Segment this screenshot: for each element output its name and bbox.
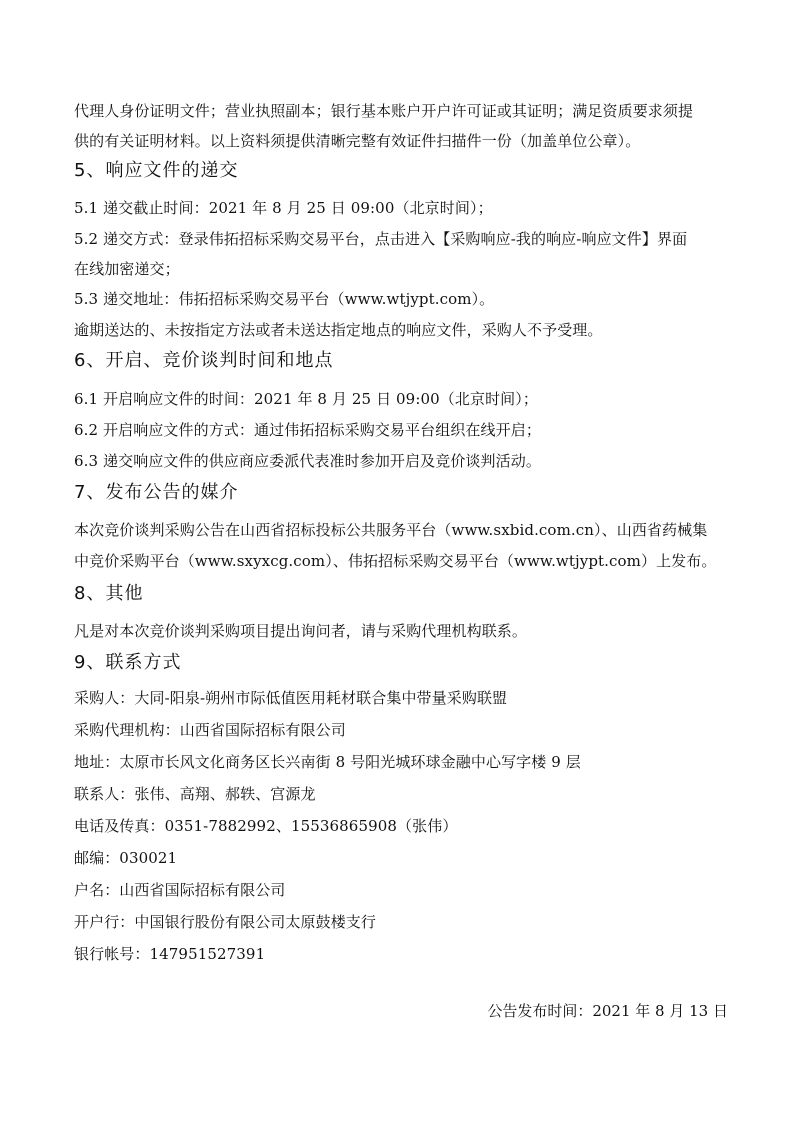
contact-persons: 联系人：张伟、高翔、郝轶、宫源龙	[74, 785, 316, 803]
section-5-item-2-line-1: 5.2 递交方式：登录伟拓招标采购交易平台，点击进入【采购响应-我的响应-响应文件】界面	[74, 230, 688, 248]
section-7-heading: 7、发布公告的媒介	[74, 482, 239, 503]
section-7-line-2: 中竞价采购平台（www.sxyxcg.com）、伟拓招标采购交易平台（www.wtjypt.com）上发布。	[74, 552, 717, 570]
contact-address: 地址：太原市长风文化商务区长兴南街 8 号阳光城环球金融中心写字楼 9 层	[74, 753, 581, 771]
contact-account-name: 户名：山西省国际招标有限公司	[74, 881, 286, 899]
section-8-heading: 8、其他	[74, 583, 144, 604]
section-5-note: 逾期送达的、未按指定方法或者未送达指定地点的响应文件，采购人不予受理。	[74, 321, 603, 339]
section-6-item-3: 6.3 递交响应文件的供应商应委派代表准时参加开启及竞价谈判活动。	[74, 452, 541, 470]
section-5-item-1: 5.1 递交截止时间：2021 年 8 月 25 日 09:00（北京时间）；	[74, 199, 493, 217]
section-8-line-1: 凡是对本次竞价谈判采购项目提出询问者，请与采购代理机构联系。	[74, 622, 528, 640]
contact-purchaser: 采购人：大同-阳泉-朔州市际低值医用耗材联合集中带量采购联盟	[74, 689, 508, 707]
contact-phone: 电话及传真：0351-7882992、15536865908（张伟）	[74, 817, 458, 835]
section-5-item-2-line-2: 在线加密递交；	[74, 260, 180, 278]
section-6-heading: 6、开启、竞价谈判时间和地点	[74, 350, 334, 371]
contact-agency: 采购代理机构：山西省国际招标有限公司	[74, 721, 346, 739]
intro-line-2: 供的有关证明材料。以上资料须提供清晰完整有效证件扫描件一份（加盖单位公章）。	[74, 132, 641, 150]
intro-line-1: 代理人身份证明文件；营业执照副本；银行基本账户开户许可证或其证明；满足资质要求须提	[74, 102, 694, 120]
contact-account-number: 银行帐号：147951527391	[74, 945, 266, 963]
section-6-item-2: 6.2 开启响应文件的方式：通过伟拓招标采购交易平台组织在线开启；	[74, 421, 541, 439]
section-6-item-1: 6.1 开启响应文件的时间：2021 年 8 月 25 日 09:00（北京时间）；	[74, 390, 538, 408]
section-5-heading: 5、响应文件的递交	[74, 160, 239, 181]
section-5-item-3: 5.3 递交地址：伟拓招标采购交易平台（www.wtjypt.com）。	[74, 290, 495, 308]
section-9-heading: 9、联系方式	[74, 652, 182, 673]
section-7-line-1: 本次竞价谈判采购公告在山西省招标投标公共服务平台（www.sxbid.com.cn）、山西省药械集	[74, 521, 708, 539]
publish-date: 公告发布时间：2021 年 8 月 13 日	[487, 1002, 728, 1020]
contact-bank: 开户行：中国银行股份有限公司太原鼓楼支行	[74, 913, 377, 931]
contact-postcode: 邮编：030021	[74, 849, 178, 867]
